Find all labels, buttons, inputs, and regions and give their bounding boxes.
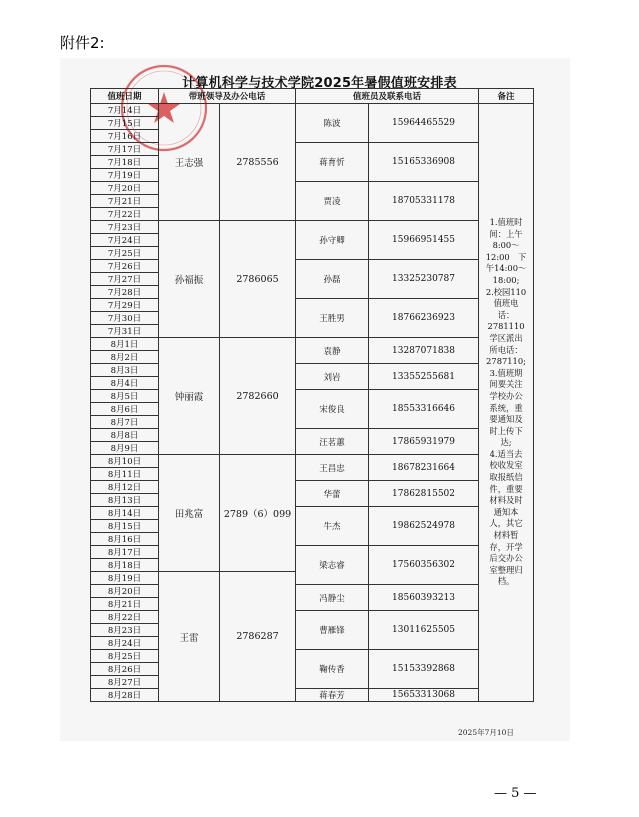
leader-name: 王雷 [159, 572, 220, 702]
note-line: 间要关注 [489, 379, 523, 390]
leader-name: 孙福振 [159, 221, 220, 338]
leader-office-phone: 2782660 [220, 338, 296, 455]
duty-date: 8月5日 [91, 390, 159, 403]
duty-date: 7月15日 [91, 117, 159, 130]
duty-date: 8月17日 [91, 546, 159, 559]
duty-date: 8月6日 [91, 403, 159, 416]
date-stamp: 2025年7月10日 [458, 728, 514, 737]
staff-phone: 18678231664 [369, 455, 479, 481]
duty-date: 7月16日 [91, 130, 159, 143]
leader-name: 田兆富 [159, 455, 220, 572]
header-leader: 带班领导及办公电话 [159, 89, 296, 104]
duty-date: 8月28日 [91, 689, 159, 702]
staff-name: 孙守卿 [296, 221, 369, 260]
attachment-label: 附件2: [60, 34, 105, 52]
duty-date: 7月18日 [91, 156, 159, 169]
table-row [91, 182, 534, 195]
note-line: 系统，重 [489, 402, 523, 413]
duty-date: 8月24日 [91, 637, 159, 650]
duty-date: 7月21日 [91, 195, 159, 208]
duty-date: 8月18日 [91, 559, 159, 572]
table-row [91, 364, 534, 377]
table-row [91, 611, 534, 624]
leader-name: 王志强 [159, 104, 220, 221]
note-line: 12:00 下 [485, 251, 527, 262]
header-staff: 值班员及联系电话 [296, 89, 479, 104]
leader-office-phone: 2785556 [220, 104, 296, 221]
staff-phone: 18553316646 [369, 390, 479, 429]
duty-date: 7月19日 [91, 169, 159, 182]
staff-name: 王胜男 [296, 299, 369, 338]
duty-date: 7月17日 [91, 143, 159, 156]
leader-name: 钟丽霞 [159, 338, 220, 455]
note-line: 人，其它 [489, 518, 523, 529]
staff-phone: 17862815502 [369, 481, 479, 507]
staff-name: 宋俊良 [296, 390, 369, 429]
staff-phone: 15653313068 [369, 689, 479, 702]
staff-phone: 17560356302 [369, 546, 479, 585]
duty-date: 8月25日 [91, 650, 159, 663]
note-line: 午14:00～ [485, 263, 527, 274]
staff-name: 陈波 [296, 104, 369, 143]
note-line: 4.适当去 [489, 448, 523, 459]
duty-date: 7月28日 [91, 286, 159, 299]
duty-date: 8月2日 [91, 351, 159, 364]
table-row [91, 390, 534, 403]
page-title: 计算机科学与技术学院2025年暑假值班安排表 [182, 76, 457, 91]
note-line: 要通知及 [489, 414, 523, 425]
table-row [91, 481, 534, 494]
note-line: 间：上午 [489, 228, 523, 239]
duty-date: 7月31日 [91, 325, 159, 338]
note-line: 通知本 [493, 506, 519, 517]
duty-date: 7月30日 [91, 312, 159, 325]
note-line: 学区派出 [489, 332, 523, 343]
notes-cell [479, 104, 534, 702]
staff-name: 冯静尘 [296, 585, 369, 611]
table-row [91, 507, 534, 520]
table-row [91, 299, 534, 312]
duty-date: 8月14日 [91, 507, 159, 520]
note-line: 3.值班期 [489, 367, 523, 378]
note-line: 所电话： [489, 344, 523, 355]
duty-date: 7月29日 [91, 299, 159, 312]
note-line: 后交办公 [489, 553, 523, 564]
duty-date: 8月1日 [91, 338, 159, 351]
duty-date: 8月8日 [91, 429, 159, 442]
staff-phone: 18560393213 [369, 585, 479, 611]
duty-date: 8月13日 [91, 494, 159, 507]
duty-date: 7月20日 [91, 182, 159, 195]
leader-office-phone: 2786065 [220, 221, 296, 338]
page-number: — 5 — [494, 786, 537, 801]
duty-date: 7月24日 [91, 234, 159, 247]
note-line: 话： [497, 309, 515, 320]
note-line: 材料及时 [489, 495, 523, 506]
duty-date: 7月25日 [91, 247, 159, 260]
staff-phone: 19862524978 [369, 507, 479, 546]
staff-phone: 13355255681 [369, 364, 479, 390]
duty-date: 8月26日 [91, 663, 159, 676]
duty-date: 7月14日 [91, 104, 159, 117]
note-line: 2.校园110 [485, 286, 527, 297]
table-row [91, 260, 534, 273]
duty-date: 8月22日 [91, 611, 159, 624]
duty-date: 8月27日 [91, 676, 159, 689]
header-notes: 备注 [479, 89, 534, 104]
duty-date: 8月12日 [91, 481, 159, 494]
table-header-row [91, 89, 534, 104]
staff-phone: 15153392868 [369, 650, 479, 689]
table-row [91, 338, 534, 351]
note-line: 件，重要 [489, 483, 523, 494]
duty-date: 8月23日 [91, 624, 159, 637]
duty-date: 7月23日 [91, 221, 159, 234]
staff-name: 贾凌 [296, 182, 369, 221]
staff-name: 曹雁锋 [296, 611, 369, 650]
staff-name: 梁志睿 [296, 546, 369, 585]
duty-date: 8月16日 [91, 533, 159, 546]
staff-phone: 13011625505 [369, 611, 479, 650]
staff-phone: 18705331178 [369, 182, 479, 221]
duty-date: 8月10日 [91, 455, 159, 468]
note-line: 存，开学 [489, 541, 523, 552]
staff-name: 华蕾 [296, 481, 369, 507]
staff-phone: 13287071838 [369, 338, 479, 364]
table-row [91, 143, 534, 156]
staff-name: 王昌忠 [296, 455, 369, 481]
staff-name: 刘岩 [296, 364, 369, 390]
table-row [91, 429, 534, 442]
note-line: 值班电 [493, 298, 519, 309]
staff-phone: 13325230787 [369, 260, 479, 299]
note-line: 18:00; [492, 274, 520, 285]
staff-name: 牛杰 [296, 507, 369, 546]
duty-date: 8月11日 [91, 468, 159, 481]
staff-name: 鞠传香 [296, 650, 369, 689]
table-row [91, 455, 534, 468]
duty-date: 7月27日 [91, 273, 159, 286]
staff-phone: 15165336908 [369, 143, 479, 182]
duty-date: 8月9日 [91, 442, 159, 455]
note-line: 材料暂 [493, 530, 519, 541]
staff-phone: 18766236923 [369, 299, 479, 338]
duty-date: 7月22日 [91, 208, 159, 221]
duty-date: 8月21日 [91, 598, 159, 611]
duty-date: 8月3日 [91, 364, 159, 377]
note-line: 8:00～ [492, 240, 520, 251]
duty-date: 7月26日 [91, 260, 159, 273]
leader-office-phone: 2789（6）099 [220, 455, 296, 572]
note-line: 2781110 [487, 321, 525, 332]
table-row [91, 689, 534, 702]
note-line: 达; [500, 437, 512, 448]
duty-date: 8月7日 [91, 416, 159, 429]
table-row [91, 546, 534, 559]
table-row [91, 104, 534, 117]
note-line: 校收发室 [489, 460, 523, 471]
duty-date: 8月20日 [91, 585, 159, 598]
staff-name: 孙磊 [296, 260, 369, 299]
staff-phone: 15964465529 [369, 104, 479, 143]
duty-schedule-table [90, 88, 534, 702]
duty-date: 8月4日 [91, 377, 159, 390]
note-line: 取报纸信 [489, 472, 523, 483]
header-date: 值班日期 [91, 89, 159, 104]
note-line: 学校办公 [489, 390, 523, 401]
note-line: 档。 [497, 576, 515, 587]
note-line: 时上传下 [489, 425, 523, 436]
note-line: 2787110; [486, 356, 526, 367]
staff-phone: 15966951455 [369, 221, 479, 260]
note-line: 室整理归 [489, 564, 523, 575]
duty-date: 8月19日 [91, 572, 159, 585]
duty-date: 8月15日 [91, 520, 159, 533]
staff-name: 袁静 [296, 338, 369, 364]
staff-name: 蒋育忻 [296, 143, 369, 182]
table-row [91, 221, 534, 234]
staff-phone: 17865931979 [369, 429, 479, 455]
staff-name: 蒋春芳 [296, 689, 369, 702]
table-row [91, 650, 534, 663]
leader-office-phone: 2786287 [220, 572, 296, 702]
table-row [91, 585, 534, 598]
staff-name: 汪茗蕙 [296, 429, 369, 455]
note-line: 1.值班时 [489, 217, 523, 227]
